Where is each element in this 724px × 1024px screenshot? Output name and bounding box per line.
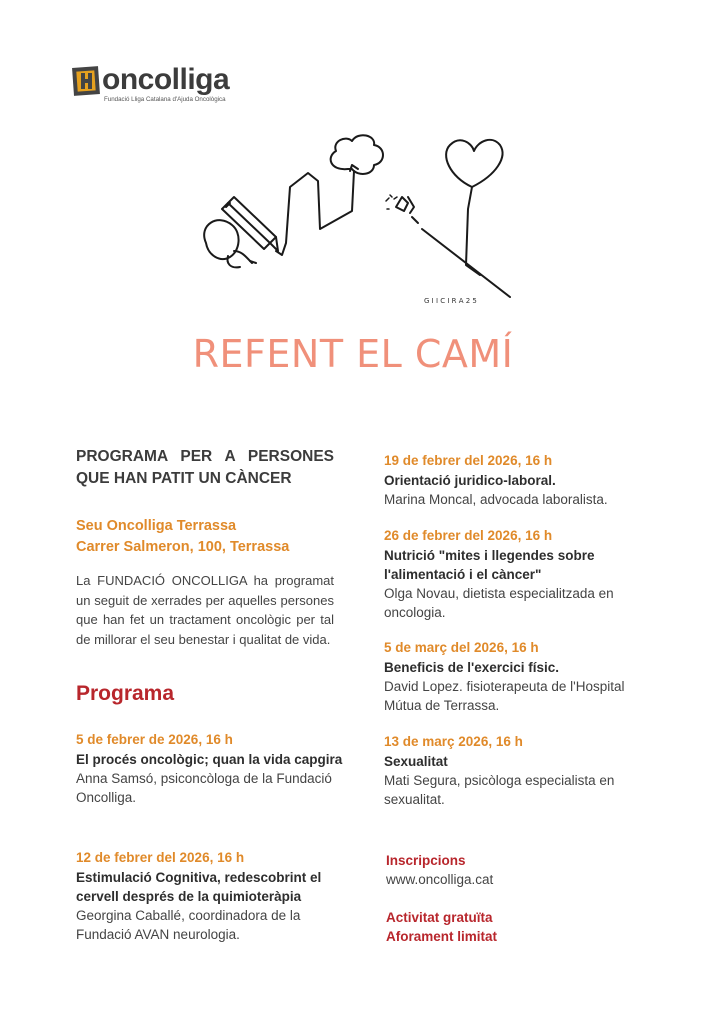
logo-mark-icon xyxy=(72,64,102,98)
session-speaker: Anna Samsó, psiconcòloga de la Fundació Oncolliga. xyxy=(76,771,332,805)
intro-paragraph: La FUNDACIÓ ONCOLLIGA ha programat un seguit de xerrades per aquelles persones que han fet un tractament oncològic per tal de millorar el seu benestar i qualitat de vida. xyxy=(76,573,334,647)
session-topic: Orientació juridico-laboral. xyxy=(384,473,556,488)
session-item xyxy=(384,732,654,809)
free-activity-note: Activitat gratuïta xyxy=(386,910,493,925)
path-drawing-illustration xyxy=(190,125,530,315)
session-item xyxy=(384,451,654,509)
session-date: 5 de febrer de 2026, 16 h xyxy=(76,732,233,747)
session-speaker: David Lopez. fisioterapeuta de l'Hospital Mútua de Terrassa. xyxy=(384,679,625,713)
session-topic: Nutrició "mites i llegendes sobre l'alimentació i el càncer" xyxy=(384,548,595,582)
session-speaker: Olga Novau, dietista especialitzada en oncologia. xyxy=(384,586,614,620)
logo-wordmark xyxy=(102,62,229,98)
session-date: 19 de febrer del 2026, 16 h xyxy=(384,453,553,468)
session-date: 26 de febrer del 2026, 16 h xyxy=(384,528,553,543)
session-date: 5 de març del 2026, 16 h xyxy=(384,640,539,655)
session-date: 12 de febrer del 2026, 16 h xyxy=(76,850,245,865)
venue-name: Seu Oncolliga Terrassa xyxy=(76,518,237,534)
session-date: 13 de març 2026, 16 h xyxy=(384,734,523,749)
session-speaker: Marina Moncal, advocada laboralista. xyxy=(384,492,608,507)
inscriptions-website-link[interactable]: www.oncolliga.cat xyxy=(386,872,494,887)
inscriptions-label: Inscripcions xyxy=(386,853,466,868)
session-item xyxy=(76,848,346,944)
session-speaker: Georgina Caballé, coordinadora de la Fundació AVAN neurologia. xyxy=(76,908,301,942)
illustration-signature: G I I C I R A 2 5 xyxy=(424,297,477,305)
session-topic: Sexualitat xyxy=(384,754,448,769)
logo-word-part1: onco xyxy=(102,63,172,96)
logo-subtitle: Fundació Lliga Catalana d'Ajuda Oncològica xyxy=(104,96,226,103)
activity-notes xyxy=(386,908,497,946)
session-topic: Estimulació Cognitiva, redescobrint el cervell després de la quimioteràpia xyxy=(76,870,322,904)
session-topic: Beneficis de l'exercici físic. xyxy=(384,660,560,675)
logo-word-part2: lliga xyxy=(171,63,230,96)
session-item xyxy=(76,730,346,807)
page-title: REFENT EL CAMÍ xyxy=(192,332,514,376)
session-speaker: Mati Segura, psicòloga especialista en sexualitat. xyxy=(384,773,615,807)
session-topic: El procés oncològic; quan la vida capgira xyxy=(76,752,343,767)
venue-street: Carrer Salmeron, 100, Terrassa xyxy=(76,539,290,555)
session-item xyxy=(384,526,654,622)
session-item xyxy=(384,638,654,715)
venue-address xyxy=(76,516,289,558)
programa-title: Programa xyxy=(76,682,175,705)
program-heading: PROGRAMA PER A PERSONES QUE HAN PATIT UN CÀNCER xyxy=(76,448,334,487)
oncolliga-logo xyxy=(72,62,282,106)
limited-capacity-note: Aforament limitat xyxy=(386,929,498,944)
